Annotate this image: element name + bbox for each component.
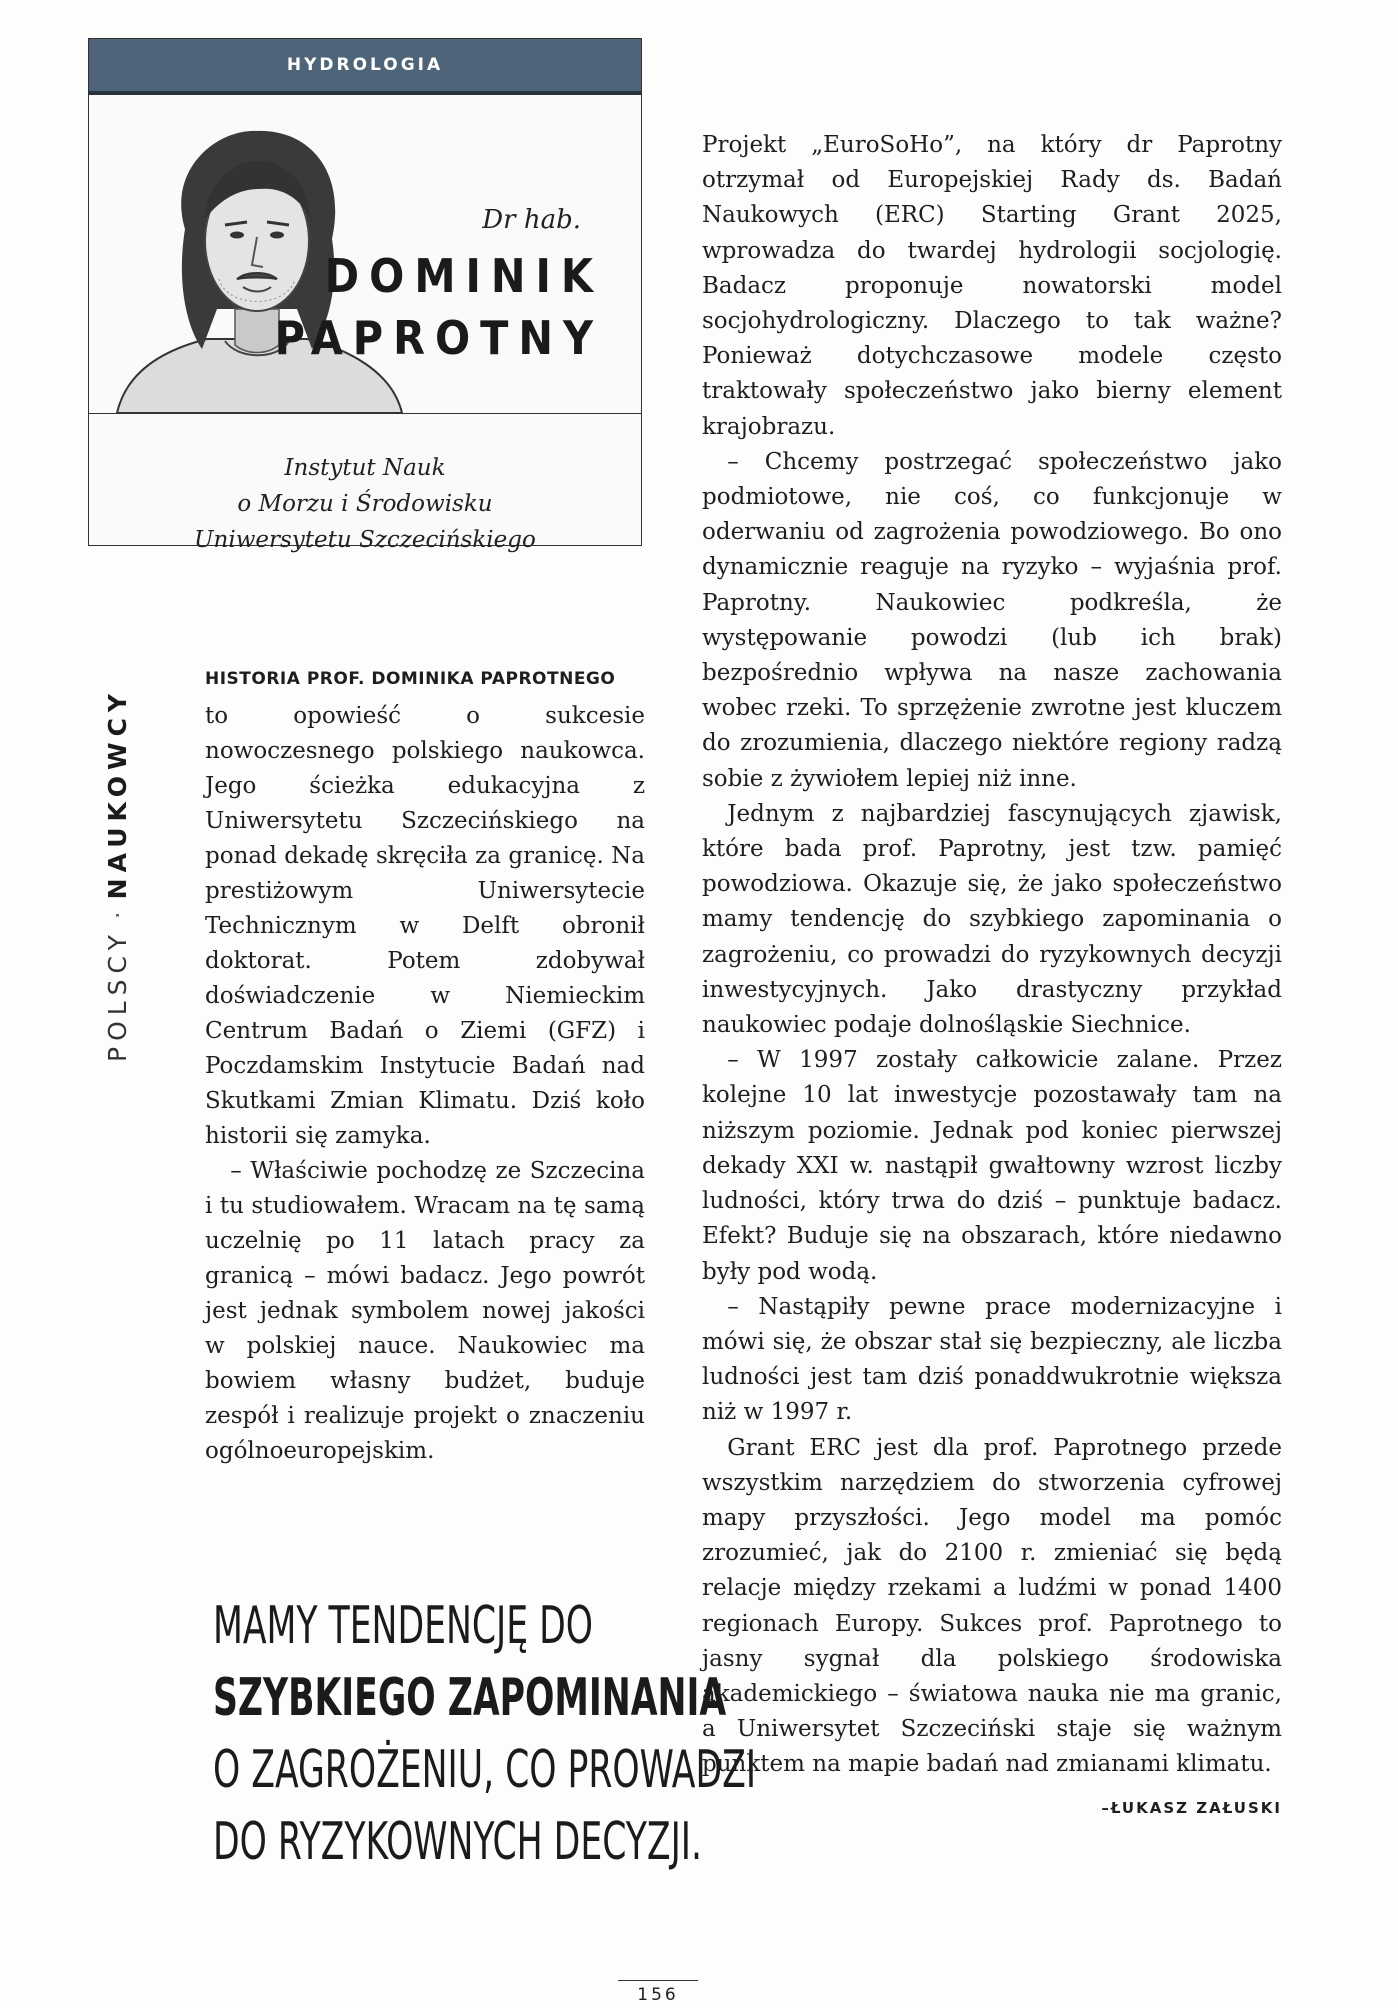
name-line-last: PAPROTNY bbox=[274, 311, 603, 365]
right-column bbox=[702, 128, 1282, 1826]
paragraph: to opowieść o sukcesie nowoczesnego polskiego naukowca. Jego ścieżka edukacyjna z Uniwersytetu Szczecińskiego na ponad dekadę skręciła za granicę. Na prestiżowym Uniwersytecie Technicznym w Delft obronił doktorat. Potem zdobywał doświadczenie w Niemieckim Centrum Badań o Ziemi (GFZ) i Poczdamskim Instytucie Badań nad Skutkami Zmian Klimatu. Dziś koło historii się zamyka. bbox=[205, 703, 645, 1149]
author-byline: –ŁUKASZ ZAŁUSKI bbox=[1101, 1798, 1282, 1817]
affiliation-line: Instytut Nauk bbox=[284, 455, 446, 481]
pull-quote-line: O ZAGROŻENIU, CO PROWADZI bbox=[213, 1740, 757, 1800]
paragraph: – Nastąpiły pewne prace modernizacyjne i mówi się, że obszar stał się bezpieczny, ale liczba ludności jest tam dziś ponaddwukrotnie większa niż w 1997 r. bbox=[702, 1293, 1282, 1426]
name-line-first: DOMINIK bbox=[324, 249, 603, 303]
page-number: 156 bbox=[618, 1980, 698, 2005]
pull-quote-line-bold: SZYBKIEGO ZAPOMINANIA bbox=[213, 1668, 727, 1728]
separator-dot: · bbox=[103, 899, 132, 930]
affiliation-line: o Morzu i Środowisku bbox=[237, 491, 493, 517]
left-column bbox=[205, 662, 645, 1469]
section-label bbox=[103, 688, 132, 1062]
affiliation-line: Uniwersytetu Szczecińskiego bbox=[194, 527, 536, 553]
scientist-name bbox=[275, 245, 603, 369]
pull-quote-line: MAMY TENDENCJĘ DO bbox=[213, 1596, 594, 1656]
category-header: HYDROLOGIA bbox=[89, 39, 641, 95]
paragraph: – W 1997 zostały całkowicie zalane. Przez kolejne 10 lat inwestycje pozostawały tam na niższym poziomie. Jednak pod koniec pierwszej dekady XXI w. nastąpił gwałtowny wzrost liczby ludności, który trwa do dziś – punktuje badacz. Efekt? Buduje się na obszarach, które niedawno były pod wodą. bbox=[702, 1047, 1282, 1285]
pull-quote-line: DO RYZYKOWNYCH DECYZJI. bbox=[213, 1812, 702, 1872]
section-label-part2: NAUKOWCY bbox=[103, 687, 132, 900]
lead-in: HISTORIA PROF. DOMINIKA PAPROTNEGO bbox=[205, 669, 616, 689]
profile-card bbox=[88, 38, 642, 553]
affiliation bbox=[89, 414, 641, 558]
academic-title: Dr hab. bbox=[482, 205, 581, 235]
paragraph: Grant ERC jest dla prof. Paprotnego przede wszystkim narzędziem do stworzenia cyfrowej mapy przyszłości. Jego model ma pomóc zrozumieć, jak do 2100 r. zmieniać się będą relacje między rzekami a ludźmi w ponad 1400 regionach Europy. Sukces prof. Paprotnego to jasny sygnał dla polskiego środowiska akademickiego – światowa nauka nie ma granic, a Uniwersytet Szczeciński staje się ważnym punktem na mapie badań nad zmianami klimatu. bbox=[702, 1434, 1282, 1778]
paragraph: Jednym z najbardziej fascynujących zjawisk, które bada prof. Paprotny, jest tzw. pamięć powodziowa. Okazuje się, że jako społeczeństwo mamy tendencję do szybkiego zapominania o zagrożeniu, co prowadzi do ryzykownych decyzji inwestycyjnych. Jako drastyczny przykład naukowiec podaje dolnośląskie Siechnice. bbox=[702, 800, 1282, 1039]
pull-quote bbox=[213, 1590, 757, 1878]
profile-photo-area bbox=[89, 95, 641, 414]
section-label-part1: POLSCY bbox=[103, 929, 132, 1062]
paragraph: – Właściwie pochodzę ze Szczecina i tu studiowałem. Wracam na tę samą uczelnię po 11 latach pracy za granicą – mówi badacz. Jego powrót jest jednak symbolem nowej jakości w polskiej nauce. Naukowiec ma bowiem własny budżet, buduje zespół i realizuje projekt o znaczeniu ogólnoeuropejskim. bbox=[205, 1158, 645, 1464]
paragraph: Projekt „EuroSoHo”, na który dr Paprotny otrzymał od Europejskiej Rady ds. Badań Naukowych (ERC) Starting Grant 2025, wprowadza do twardej hydrologii socjologię. Badacz proponuje nowatorski model socjohydrologiczny. Dlaczego to tak ważne? Ponieważ dotychczasowe modele często traktowały społeczeństwo jako bierny element krajobrazu. bbox=[702, 132, 1282, 440]
paragraph: – Chcemy postrzegać społeczeństwo jako podmiotowe, nie coś, co funkcjonuje w oderwaniu od zagrożenia powodziowego. Bo ono dynamicznie reaguje na ryzyko – wyjaśnia prof. Paprotny. Naukowiec podkreśla, że występowanie powodzi (lub ich brak) bezpośrednio wpływa na nasze zachowania wobec rzeki. To sprzężenie zwrotne jest kluczem do zrozumienia, dlaczego niektóre regiony radzą sobie z żywiołem lepiej niż inne. bbox=[702, 448, 1282, 792]
